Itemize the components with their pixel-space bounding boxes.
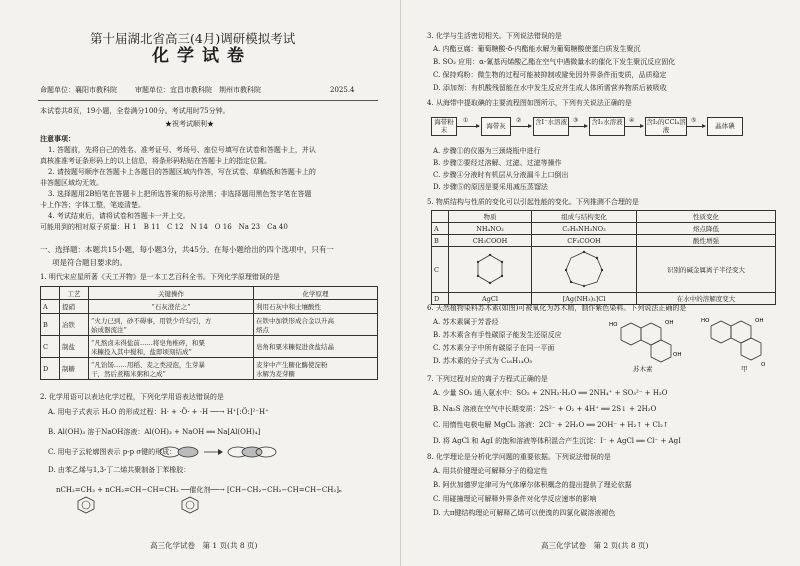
craft-cell: 制糖 (60, 358, 89, 380)
option-d: D. 大π键结构理论可解释乙烯可以使溴的四氯化碳溶液褪色 (433, 509, 616, 517)
property-cell: 熔点降低 (637, 223, 776, 235)
table-row (41, 300, 378, 314)
option-b: B. SO₂ 应用：α-氰基丙烯酸乙酯在空气中遇微量水的催化下发生聚沉反应固化 (433, 58, 676, 66)
note-line: 4. 考试结束后，请将试卷和答题卡一并上交。 (48, 212, 190, 220)
section-heading: 一、选择题：本题共15小题，每小题3分，共45分。在每小题给出的四个选项中，只有一 (40, 245, 334, 254)
page-footer: 高三化学试卷 第 2 页(共 8 页) (541, 541, 649, 550)
flow-step-box: 海带粉末 (431, 117, 457, 136)
option-a: A. 少量 SO₂ 通入氨水中：SO₂ + 2NH₃·H₂O ══ 2NH₄⁺ + SO₃²⁻ + H₂O (433, 389, 668, 397)
option-c: C. 用惰性电极电解 MgCl₂ 溶液：2Cl⁻ + 2H₂O ══ 2OH⁻ + H₂↑ + Cl₂↑ (433, 421, 669, 429)
property-cell: 酸性增强 (637, 235, 776, 247)
operation-cell: “凡熬卤未得盐前……将皂角椎碎，和粟 米糠投入其中搅和，盐即顷刻结成” (89, 336, 254, 358)
exam-page-2 (400, 0, 800, 566)
craft-cell: 提硝 (60, 300, 89, 314)
question-6-stem: 6. 天然植物染料苏木素(如图)可被氧化为苏木精，制作紫色染料。下列说法正确的是 (427, 304, 687, 312)
option-a: A. 内酯豆腐：葡萄糖酸-δ-内酯能水解为葡萄糖酸使蛋白质发生聚沉 (433, 45, 641, 53)
copolymer-equation: nCH₂=CH₂ + nCH₂=CH−CH=CH₂ ──催化剂──→ [CH−CH₂−CH₂−CH=CH−CH₂]ₙ (56, 486, 342, 494)
note-line: 真核准准考证条形码上的以上信息，将条形码粘贴在答题卡上的指定位置。 (40, 157, 271, 165)
substance-cell: CH₃COOH (449, 235, 532, 247)
exam-title: 第十届湖北省高三(4月)调研模拟考试 (90, 31, 296, 46)
svg-text:HO: HO (609, 322, 618, 328)
structure-label: 苏木素 (633, 365, 653, 373)
flow-step-box: 含I⁻水溶液 (533, 117, 569, 136)
option-c: C. 步骤④分液时有机层从分液漏斗上口倒出 (433, 171, 569, 179)
crown-ether-large (532, 247, 637, 293)
sappanol-structure (609, 314, 689, 368)
structure-label: 甲 (741, 365, 748, 373)
table-header: 性质变化 (637, 211, 776, 223)
step-number: ⑤ (691, 117, 697, 124)
benzene-ring-icon (76, 496, 96, 514)
option-b: B. 阿伏加德罗定律可为气体摩尔体积概念的提出提供了理论依据 (433, 481, 632, 489)
notes-title: 注意事项： (40, 134, 75, 143)
flow-arrow (687, 126, 705, 127)
step-number: ③ (573, 117, 579, 124)
svg-text:OH: OH (665, 320, 674, 326)
change-cell: C₂H₅NH₃NO₃ (532, 223, 637, 235)
option-letter: D (432, 293, 449, 305)
atomic-masses: 可能用到的相对原子质量：H 1 B 11 C 12 N 14 O 16 Na 23 Ca 40 (40, 223, 288, 231)
svg-text:OH: OH (673, 352, 682, 358)
property-cell: 在水中的溶解度变大 (637, 293, 776, 305)
question-5-stem: 5. 物质结构与性质的变化可以引起性能的变化。下列推测不合理的是 (427, 198, 639, 206)
table-header: 组成与结构变化 (532, 211, 637, 223)
note-line: 3. 选择题用2B铅笔在答题卡上把所选答案的标号涂黑；非选择题用黑色签字笔在答题 (48, 190, 312, 198)
option-letter: D (41, 358, 60, 380)
exam-date: 2025.4 (330, 86, 355, 94)
principle-cell: 麦芽中产生糖化酶使淀粉 水解为麦芽糖 (254, 358, 378, 380)
crown-ether-icon (473, 252, 507, 286)
table-row (432, 293, 776, 305)
principle-cell: 皂角和粟米糠促进食盐结晶 (254, 336, 378, 358)
flow-step-box: 海带灰 (481, 117, 511, 136)
question-5-table (431, 210, 776, 305)
option-d: D. 由苯乙烯与1,3-丁二烯共聚制备丁苯橡胶： (48, 466, 191, 474)
option-letter: B (432, 235, 449, 247)
note-line: 1. 答题前，先将自己的姓名、准考证号、考场号、座位号填写在试卷和答题卡上，并认 (48, 146, 316, 154)
option-a: A. 用共价键理论可解释分子的稳定性 (433, 467, 548, 475)
craft-cell: 制盐 (60, 336, 89, 358)
flow-arrow (625, 126, 643, 127)
option-letter: A (41, 300, 60, 314)
note-line: 非答题区域均无效。 (40, 179, 103, 187)
svg-text:O: O (761, 362, 766, 368)
page-footer: 高三化学试卷 第 1 页(共 8 页) (150, 541, 258, 550)
operation-cell: “火力已到，砂不碍事，用铁少许勾引，方 始成器流注” (89, 314, 254, 336)
subject-title: 化学试卷 (152, 46, 252, 66)
svg-text:HO: HO (701, 318, 710, 324)
option-d: D. 苏木素的分子式为 C₁₆H₁₄O₅ (433, 357, 533, 365)
question-2-stem: 2. 化学用语可以表达化学过程，下列化学用语表达错误的是 (40, 393, 224, 401)
flow-step-box: 晶体碘 (707, 117, 743, 136)
substance-cell: AgCl (449, 293, 532, 305)
substance-cell: NH₄NO₃ (449, 223, 532, 235)
option-a: A. 苏木素属于芳香烃 (433, 318, 499, 326)
question-1-table (40, 286, 378, 380)
flow-step-box: 含I₂的CCl₄溶液 (646, 118, 686, 134)
table-row (41, 314, 378, 336)
flow-arrow (457, 126, 479, 127)
change-cell: [Ag(NH₃)₂]Cl (532, 293, 637, 305)
question-7-stem: 7. 下列过程对应的离子方程式正确的是 (427, 375, 548, 383)
question-8-stem: 8. 化学理论是分析化学问题的重要依据。下列说法错误的是 (427, 453, 611, 461)
table-header (41, 287, 60, 300)
step-number: ④ (629, 117, 635, 124)
option-b: B. Al(OH)₃ 溶于NaOH溶液：Al(OH)₃ + NaOH ══ Na[Al(OH)₄] (48, 428, 261, 436)
table-row (432, 223, 776, 235)
option-b: B. 苏木素含有手性碳原子能发生还原反应 (433, 331, 562, 339)
step-number: ② (516, 117, 522, 124)
flow-arrow (569, 126, 587, 127)
table-header: 化学原理 (254, 287, 378, 300)
wish-text: ★祝考试顺利★ (165, 120, 214, 128)
option-c: C. 保持鸡粉：微生物的过程可能被抑制或避免因外界条件而变质，品质稳定 (433, 71, 667, 79)
step-number: ① (463, 117, 469, 124)
benzene-ring-icon (180, 496, 200, 514)
flow-arrow (511, 126, 531, 127)
operation-cell: “石灰澄茫之” (89, 300, 254, 314)
table-row (432, 235, 776, 247)
option-b: B. 步骤②要经过溶解、过滤、过滤等操作 (433, 159, 562, 167)
option-a: A. 用电子式表示 H₂O 的形成过程：H· + ·Ö· + ·H ──→ H⁺[:Ö:]²⁻H⁺ (48, 408, 269, 416)
section-heading: 项是符合题目要求的。 (52, 258, 127, 267)
option-letter: C (432, 247, 449, 293)
operation-cell: “凡饴饧……用稻、麦之类浸泡，生芽暴 干，然后煮糯米粥和之成” (89, 358, 254, 380)
note-line: 卡上作答；字体工整，笔迹清楚。 (40, 201, 145, 209)
option-letter: C (41, 336, 60, 358)
table-header: 工艺 (60, 287, 89, 300)
svg-text:OH: OH (755, 318, 764, 324)
question-1-stem: 1. 明代宋应星所著《天工开物》是一本工艺百科全书。下列化学原理错误的是 (40, 273, 280, 281)
option-letter: A (432, 223, 449, 235)
question-3-stem: 3. 化学与生活密切相关。下列说法错误的是 (427, 32, 562, 40)
principle-cell: 在铁中加铁形成合金以升高 熔点 (254, 314, 378, 336)
property-cell: 识别的碱金属离子半径变大 (637, 247, 776, 293)
crown-ether-small (449, 247, 532, 293)
option-c: C. 苏木素分子中所有碳原子在同一平面 (433, 344, 555, 352)
table-header: 关键操作 (89, 287, 254, 300)
option-c: C. 用电子云轮廓图表示 p-p σ键的形成： (48, 448, 177, 456)
principle-cell: 利用石灰中和土壤酸性 (254, 300, 378, 314)
oxidized-structure (701, 312, 781, 368)
table-row (41, 358, 378, 380)
table-row (432, 247, 776, 293)
intro-line: 本试卷共8页，19小题，全卷满分100分。考试用时75分钟。 (40, 107, 230, 115)
option-d: D. 步骤⑤的原因是要采用减压蒸馏法 (433, 183, 548, 191)
question-4-stem: 4. 从海带中提取碘的主要流程图如图所示，下列有关说法正确的是 (427, 99, 632, 107)
option-d: D. 添加剂：有机酸残留能在水中发生反应并生成人体所需营养物质后被吸收 (433, 84, 667, 92)
option-a: A. 步骤①的仪器为三颈烧瓶中进行 (433, 147, 541, 155)
option-c: C. 用碰撞理论可解释外界条件对化学反应速率的影响 (433, 495, 597, 503)
craft-cell: 冶铁 (60, 314, 89, 336)
orbital-overlap-diagram (158, 444, 288, 460)
change-cell: CF₃COOH (532, 235, 637, 247)
divider (38, 100, 378, 101)
option-d: D. 将 AgCl 和 AgI 的饱和溶液等体积混合产生沉淀：I⁻ + AgCl ══ Cl⁻ + AgI (433, 437, 681, 445)
option-b: B. Na₂S 溶液在空气中长期变质：2S²⁻ + O₂ + 4H⁺ ══ 2S↓ + 2H₂O (433, 405, 657, 413)
note-line: 2. 请按题号顺序在答题卡上各题目的答题区域内作答，写在试卷、草稿纸和答题卡上的 (48, 168, 316, 176)
table-header: 物质 (449, 211, 532, 223)
crown-ether-icon (564, 250, 604, 288)
table-header (432, 211, 449, 223)
option-letter: B (41, 314, 60, 336)
table-row (41, 336, 378, 358)
flow-step-box: 含I₂水溶液 (589, 117, 625, 136)
proposer: 命题单位：襄阳市教科院 (40, 86, 117, 94)
reviewer: 审题单位：宜昌市教科院 荆州市教科院 (135, 86, 261, 94)
